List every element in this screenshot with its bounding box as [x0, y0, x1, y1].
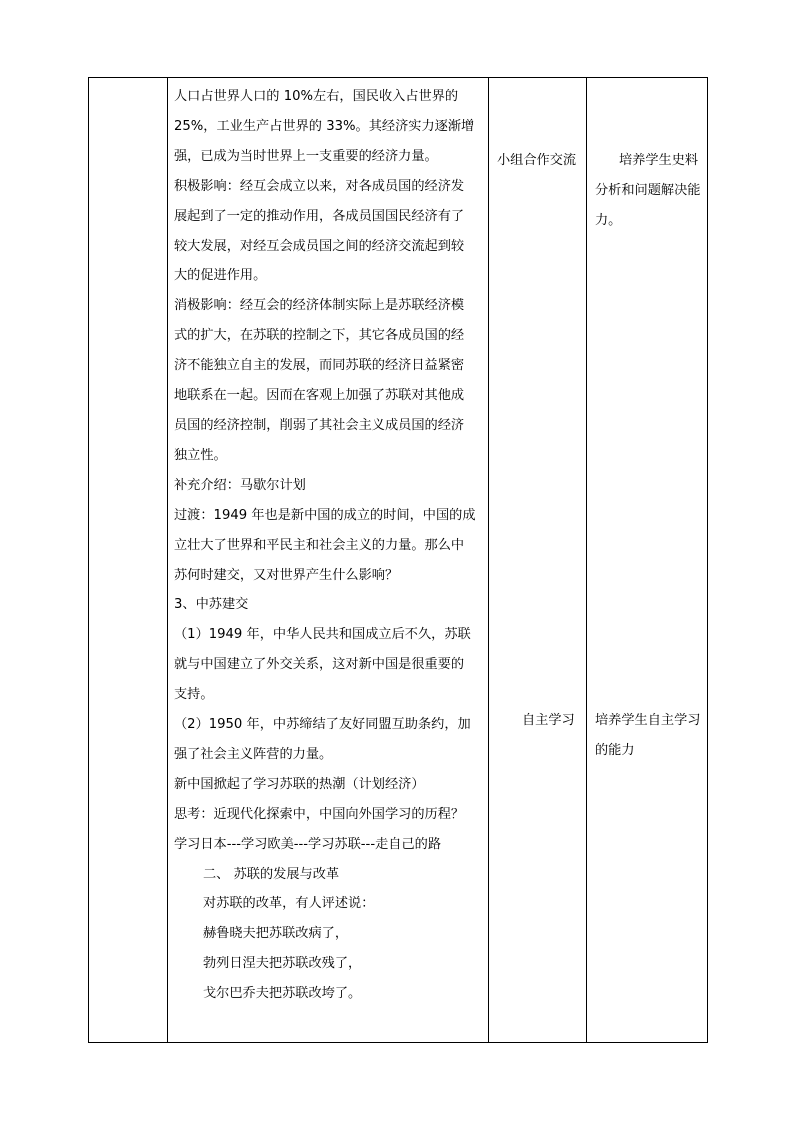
- content-line: 赫鲁晓夫把苏联改病了，: [203, 926, 349, 942]
- content-line: 人口占世界人口的 10%左右，国民收入占世界的: [174, 89, 459, 104]
- student-activity-cell: [489, 78, 587, 1043]
- content-line: 济不能独立自主的发展，而同苏联的经济日益紧密: [174, 358, 465, 374]
- content-line: 强了社会主义阵营的力量。: [174, 746, 333, 762]
- content-line: 积极影响：经互会成立以来，对各成员国的经济发: [174, 178, 465, 194]
- content-line: （1）1949 年，中华人民共和国成立后不久，苏联: [174, 627, 471, 643]
- content-line: 消极影响：经互会的经济体制实际上是苏联经济模: [174, 298, 465, 314]
- table-row: [89, 78, 708, 1043]
- content-line: 地联系在一起。因而在客观上加强了苏联对其他成: [174, 388, 465, 404]
- content-line: 就与中国建立了外交关系，这对新中国是很重要的: [174, 657, 465, 673]
- section-heading: 二、 苏联的发展与改革: [203, 866, 340, 882]
- content-line: 补充介绍：马歇尔计划: [174, 477, 306, 493]
- content-line: 学习日本---学习欧美---学习苏联---走自己的路: [174, 836, 442, 852]
- purpose-text: 培养学生自主学习的能力: [595, 713, 701, 758]
- content-line: 立壮大了世界和平民主和社会主义的力量。那么中: [174, 537, 465, 553]
- content-line: 新中国掀起了学习苏联的热潮（计划经济）: [174, 776, 425, 792]
- stage-cell: [89, 78, 168, 1043]
- activity-label: 小组合作交流: [497, 153, 577, 168]
- lesson-plan-table: [88, 77, 708, 1043]
- content-line: 较大发展，对经互会成员国之间的经济交流起到较: [174, 238, 465, 254]
- design-purpose-cell: [587, 78, 708, 1043]
- activity-label: 自主学习: [522, 713, 575, 728]
- section-heading: 3、中苏建交: [174, 597, 249, 613]
- content-line: 展起到了一定的推动作用，各成员国国民经济有了: [174, 208, 465, 224]
- content-line: 思考：近现代化探索中，中国向外国学习的历程？: [174, 806, 465, 822]
- content-line: 支持。: [174, 687, 214, 703]
- content-line: 戈尔巴乔夫把苏联改垮了。: [203, 986, 362, 1002]
- content-line: 25%，工业生产占世界的 33%。其经济实力逐渐增: [174, 118, 475, 134]
- content-line: 苏何时建交，又对世界产生什么影响？: [174, 567, 399, 583]
- content-line: 员国的经济控制，削弱了其社会主义成员国的经济: [174, 417, 465, 433]
- content-line: 过渡：1949 年也是新中国的成立的时间，中国的成: [174, 507, 476, 523]
- teaching-content-text: [168, 78, 488, 1009]
- content-line: 勃列日涅夫把苏联改残了，: [203, 956, 362, 972]
- content-line: （2）1950 年，中苏缔结了友好同盟互助条约，加: [174, 717, 471, 733]
- content-line: 对苏联的改革，有人评述说：: [203, 896, 375, 912]
- content-line: 式的扩大，在苏联的控制之下，其它各成员国的经: [174, 328, 465, 344]
- purpose-text: 培养学生史料分析和问题解决能力。: [595, 153, 701, 228]
- content-line: 独立性。: [174, 447, 227, 463]
- content-line: 强，已成为当时世界上一支重要的经济力量。: [174, 148, 438, 164]
- teaching-content-cell: [168, 78, 489, 1043]
- content-line: 大的促进作用。: [174, 268, 267, 284]
